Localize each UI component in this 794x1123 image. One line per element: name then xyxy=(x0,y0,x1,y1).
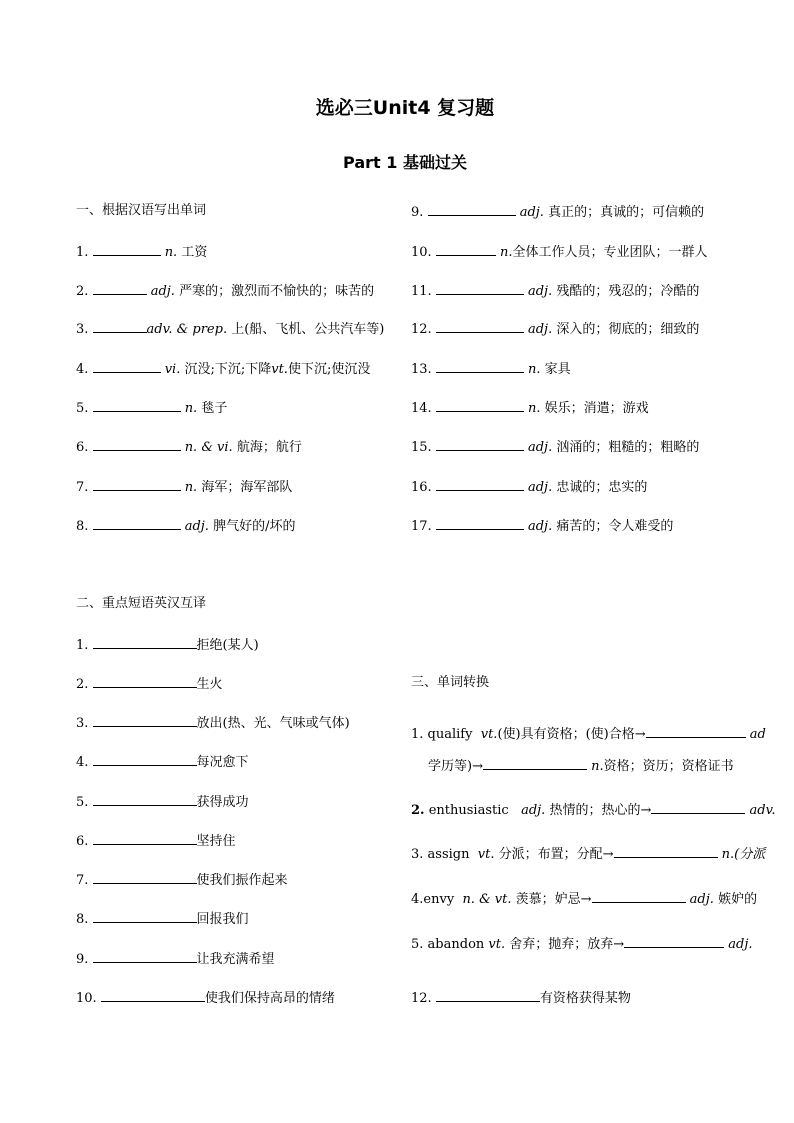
list-item: 5. 获得成功 xyxy=(76,795,249,810)
list-item: 6. n. & vi. 航海；航行 xyxy=(76,440,302,455)
answer-blank[interactable] xyxy=(436,360,524,373)
answer-blank[interactable] xyxy=(436,478,524,491)
list-item: 1. 拒绝(某人) xyxy=(76,638,259,653)
list-item: 16. adj. 忠诚的；忠实的 xyxy=(411,480,648,495)
list-item: 14. n. 娱乐；消遣；游戏 xyxy=(411,401,649,416)
list-item: 4. vi. 沉没;下沉;下降vt.使下沉;使沉没 xyxy=(76,362,371,377)
list-item: 1. qualify vt.(使)具有资格；(使)合格→ ad xyxy=(411,727,766,742)
answer-blank[interactable] xyxy=(436,243,496,256)
section1-heading: 一、根据汉语写出单词 xyxy=(76,203,207,218)
answer-blank[interactable] xyxy=(436,399,524,412)
answer-blank[interactable] xyxy=(93,675,197,688)
answer-blank[interactable] xyxy=(93,753,197,766)
list-item: 3. 放出(热、光、气味或气体) xyxy=(76,716,350,731)
answer-blank[interactable] xyxy=(93,399,181,412)
answer-blank[interactable] xyxy=(614,845,718,858)
answer-blank[interactable] xyxy=(651,801,745,814)
document-title: 选必三Unit4 复习题 xyxy=(315,97,495,119)
list-item: 2. 生火 xyxy=(76,677,223,692)
list-item: 10. 使我们保持高昂的情绪 xyxy=(76,991,335,1006)
answer-blank[interactable] xyxy=(93,910,197,923)
answer-blank[interactable] xyxy=(436,320,524,333)
answer-blank[interactable] xyxy=(436,989,540,1002)
answer-blank[interactable] xyxy=(101,989,205,1002)
answer-blank[interactable] xyxy=(428,203,516,216)
list-item: 4.envy n. & vt. 羡慕；妒忌→ adj. 嫉妒的 xyxy=(411,892,758,907)
list-item: 9. adj. 真正的；真诚的；可信赖的 xyxy=(411,205,705,220)
list-item: 5. abandon vt. 舍弃；抛弃；放弃→ adj. xyxy=(411,937,753,952)
part-title: Part 1 基础过关 xyxy=(343,153,467,172)
list-item: 7. 使我们振作起来 xyxy=(76,873,288,888)
answer-blank[interactable] xyxy=(436,282,524,295)
answer-blank[interactable] xyxy=(93,832,197,845)
answer-blank[interactable] xyxy=(436,438,524,451)
list-item: 5. n. 毯子 xyxy=(76,401,228,416)
answer-blank[interactable] xyxy=(93,282,147,295)
list-item: 2. enthusiastic adj. 热情的；热心的→ adv. xyxy=(411,803,776,818)
list-item: 9. 让我充满希望 xyxy=(76,952,275,967)
list-item: 13. n. 家具 xyxy=(411,362,571,377)
list-item: 1. n. 工资 xyxy=(76,245,208,260)
list-item: 17. adj. 痛苦的；令人难受的 xyxy=(411,519,674,534)
list-item: 4. 每况愈下 xyxy=(76,755,249,770)
answer-blank[interactable] xyxy=(93,636,197,649)
answer-blank[interactable] xyxy=(93,320,147,333)
list-item: 10. n.全体工作人员；专业团队；一群人 xyxy=(411,245,708,260)
answer-blank[interactable] xyxy=(93,517,181,530)
answer-blank[interactable] xyxy=(93,950,197,963)
answer-blank[interactable] xyxy=(646,725,746,738)
list-item: 15. adj. 汹涌的；粗糙的；粗略的 xyxy=(411,440,700,455)
list-item: 3. adv. & prep. 上(船、飞机、公共汽车等) xyxy=(76,322,385,337)
list-item: 2. adj. 严寒的；激烈而不愉快的；味苦的 xyxy=(76,284,375,299)
answer-blank[interactable] xyxy=(93,360,161,373)
list-item: 12. adj. 深入的；彻底的；细致的 xyxy=(411,322,700,337)
answer-blank[interactable] xyxy=(93,438,181,451)
list-item: 学历等)→ n.资格；资历；资格证书 xyxy=(428,759,734,774)
answer-blank[interactable] xyxy=(483,757,587,770)
answer-blank[interactable] xyxy=(624,935,724,948)
list-item: 12. 有资格获得某物 xyxy=(411,991,631,1006)
answer-blank[interactable] xyxy=(93,871,197,884)
answer-blank[interactable] xyxy=(93,714,197,727)
answer-blank[interactable] xyxy=(93,243,161,256)
list-item: 8. 回报我们 xyxy=(76,912,249,927)
list-item: 3. assign vt. 分派；布置；分配→ n.(分派 xyxy=(411,847,766,862)
list-item: 8. adj. 脾气好的/坏的 xyxy=(76,519,296,534)
section3-heading: 三、单词转换 xyxy=(411,675,490,690)
answer-blank[interactable] xyxy=(592,890,686,903)
list-item: 11. adj. 残酷的；残忍的；冷酷的 xyxy=(411,284,700,299)
list-item: 7. n. 海军；海军部队 xyxy=(76,480,293,495)
answer-blank[interactable] xyxy=(436,517,524,530)
answer-blank[interactable] xyxy=(93,478,181,491)
list-item: 6. 坚持住 xyxy=(76,834,236,849)
answer-blank[interactable] xyxy=(93,793,197,806)
section2-heading: 二、重点短语英汉互译 xyxy=(76,596,207,611)
